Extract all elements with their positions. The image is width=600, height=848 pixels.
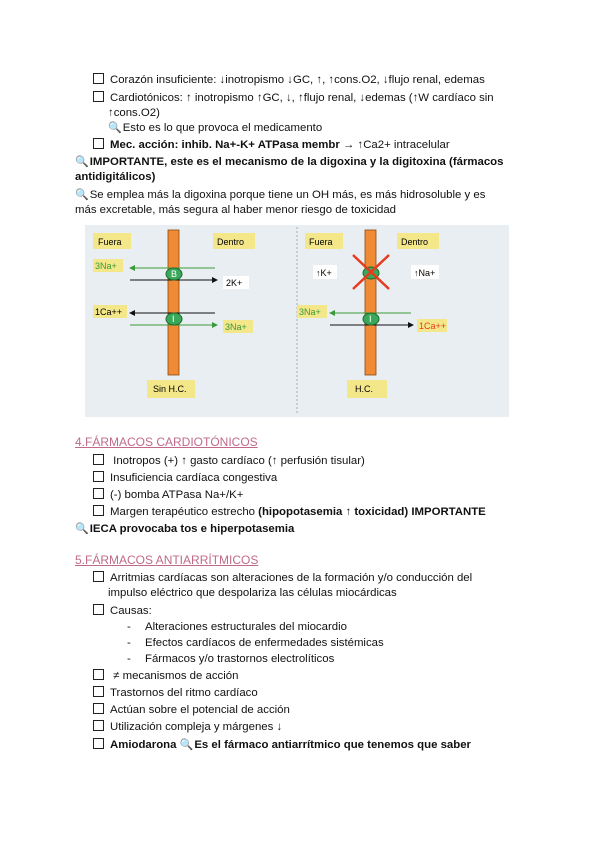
checkbox-icon bbox=[93, 91, 104, 102]
k2-label-left: 2K+ bbox=[226, 278, 243, 288]
checkbox-icon bbox=[93, 604, 104, 615]
checkbox-icon bbox=[93, 686, 104, 697]
membrane-left bbox=[168, 230, 179, 375]
checkbox-icon bbox=[93, 720, 104, 731]
dentro-label-right: Dentro bbox=[401, 237, 429, 247]
magnifier-icon: 🔍 bbox=[108, 122, 122, 134]
na3-label-left: 3Na+ bbox=[95, 261, 117, 271]
bullet-mecanismo: Mec. acción: inhib. Na+-K+ ATPasa membr → ↑Ca2+ intracelular bbox=[93, 138, 450, 153]
checkbox-icon bbox=[93, 738, 104, 749]
s4-item-3: (-) bomba ATPasa Na+/K+ bbox=[93, 488, 243, 503]
bullet-cardiotonicos: Cardiotónicos: ↑ inotropismo ↑GC, ↓, ↑flujo renal, ↓edemas (↑W cardíaco sin bbox=[93, 91, 494, 106]
s4-item-1: Inotropos (+) ↑ gasto cardíaco (↑ perfusión tisular) bbox=[93, 454, 365, 469]
dentro-label-left: Dentro bbox=[217, 237, 245, 247]
s5-dash-3: - Fármacos y/o trastornos electrolíticos bbox=[127, 653, 335, 665]
s5-item-4: Trastornos del ritmo cardíaco bbox=[93, 686, 258, 701]
magnifier-icon: 🔍 bbox=[75, 189, 89, 201]
section-5-title: 5.FÁRMACOS ANTIARRÍTMICOS bbox=[75, 553, 259, 567]
checkbox-icon bbox=[93, 505, 104, 516]
bullet-cardiotonicos-cont: ↑cons.O2) bbox=[108, 107, 160, 119]
na-label-right: ↑Na+ bbox=[414, 268, 436, 278]
bullet-corazon: Corazón insuficiente: ↓inotropismo ↓GC, ↑, ↑cons.O2, ↓flujo renal, edemas bbox=[93, 73, 485, 88]
checkbox-icon bbox=[93, 454, 104, 465]
note-ieca: 🔍IECA provocaba tos e hiperpotasemia bbox=[75, 523, 295, 535]
k-label-right: ↑K+ bbox=[316, 268, 332, 278]
checkbox-icon bbox=[93, 703, 104, 714]
caption-left: Sin H.C. bbox=[153, 384, 187, 394]
s5-dash-2: - Efectos cardíacos de enfermedades sistémicas bbox=[127, 637, 384, 649]
svg-text:I: I bbox=[369, 314, 372, 324]
ca-label-right: 1Ca++ bbox=[419, 321, 447, 331]
s5-item-7: Amiodarona 🔍Es el fármaco antiarrítmico que tenemos que saber bbox=[93, 738, 471, 753]
s5-item-6: Utilización compleja y márgenes ↓ bbox=[93, 720, 282, 735]
note-medicamento: 🔍Esto es lo que provoca el medicamento bbox=[108, 122, 323, 134]
s4-item-2: Insuficiencia cardíaca congestiva bbox=[93, 471, 277, 486]
na3b-label-left: 3Na+ bbox=[225, 322, 247, 332]
s5-item-1: Arritmias cardíacas son alteraciones de la formación y/o conducción del bbox=[93, 571, 472, 586]
svg-text:I: I bbox=[172, 314, 175, 324]
fuera-label-right: Fuera bbox=[309, 237, 333, 247]
checkbox-icon bbox=[93, 488, 104, 499]
checkbox-icon bbox=[93, 571, 104, 582]
s5-item-5: Actúan sobre el potencial de acción bbox=[93, 703, 290, 718]
checkbox-icon bbox=[93, 471, 104, 482]
membrane-right bbox=[365, 230, 376, 375]
checkbox-icon bbox=[93, 73, 104, 84]
checkbox-icon bbox=[93, 669, 104, 680]
note-importante: 🔍IMPORTANTE, este es el mecanismo de la digoxina y la digitoxina (fármacos bbox=[75, 156, 504, 168]
note-importante-cont: antidigitálicos) bbox=[75, 171, 156, 183]
magnifier-icon: 🔍 bbox=[75, 156, 89, 168]
ca-label-left: 1Ca++ bbox=[95, 307, 123, 317]
s5-item-1-cont: impulso eléctrico que despolariza las células miocárdicas bbox=[108, 587, 397, 599]
sodium-pump-diagram bbox=[85, 225, 509, 417]
caption-right: H.C. bbox=[355, 384, 373, 394]
s5-item-3: ≠ mecanismos de acción bbox=[93, 669, 238, 684]
s4-item-4: Margen terapéutico estrecho (hipopotasemia ↑ toxicidad) IMPORTANTE bbox=[93, 505, 486, 520]
note-digoxina: 🔍Se emplea más la digoxina porque tiene un OH más, es más hidrosoluble y es bbox=[75, 189, 486, 201]
na3-label-right: 3Na+ bbox=[299, 307, 321, 317]
s5-item-2: Causas: bbox=[93, 604, 152, 619]
fuera-label-left: Fuera bbox=[98, 237, 122, 247]
s5-dash-1: - Alteraciones estructurales del miocardio bbox=[127, 621, 347, 633]
magnifier-icon: 🔍 bbox=[179, 739, 194, 751]
magnifier-icon: 🔍 bbox=[75, 523, 89, 535]
checkbox-icon bbox=[93, 138, 104, 149]
svg-text:B: B bbox=[171, 269, 178, 279]
diagram-svg bbox=[85, 225, 509, 417]
note-digoxina-cont: más excretable, más segura al haber menor riesgo de toxicidad bbox=[75, 204, 397, 216]
section-4-title: 4.FÁRMACOS CARDIOTÓNICOS bbox=[75, 435, 258, 449]
